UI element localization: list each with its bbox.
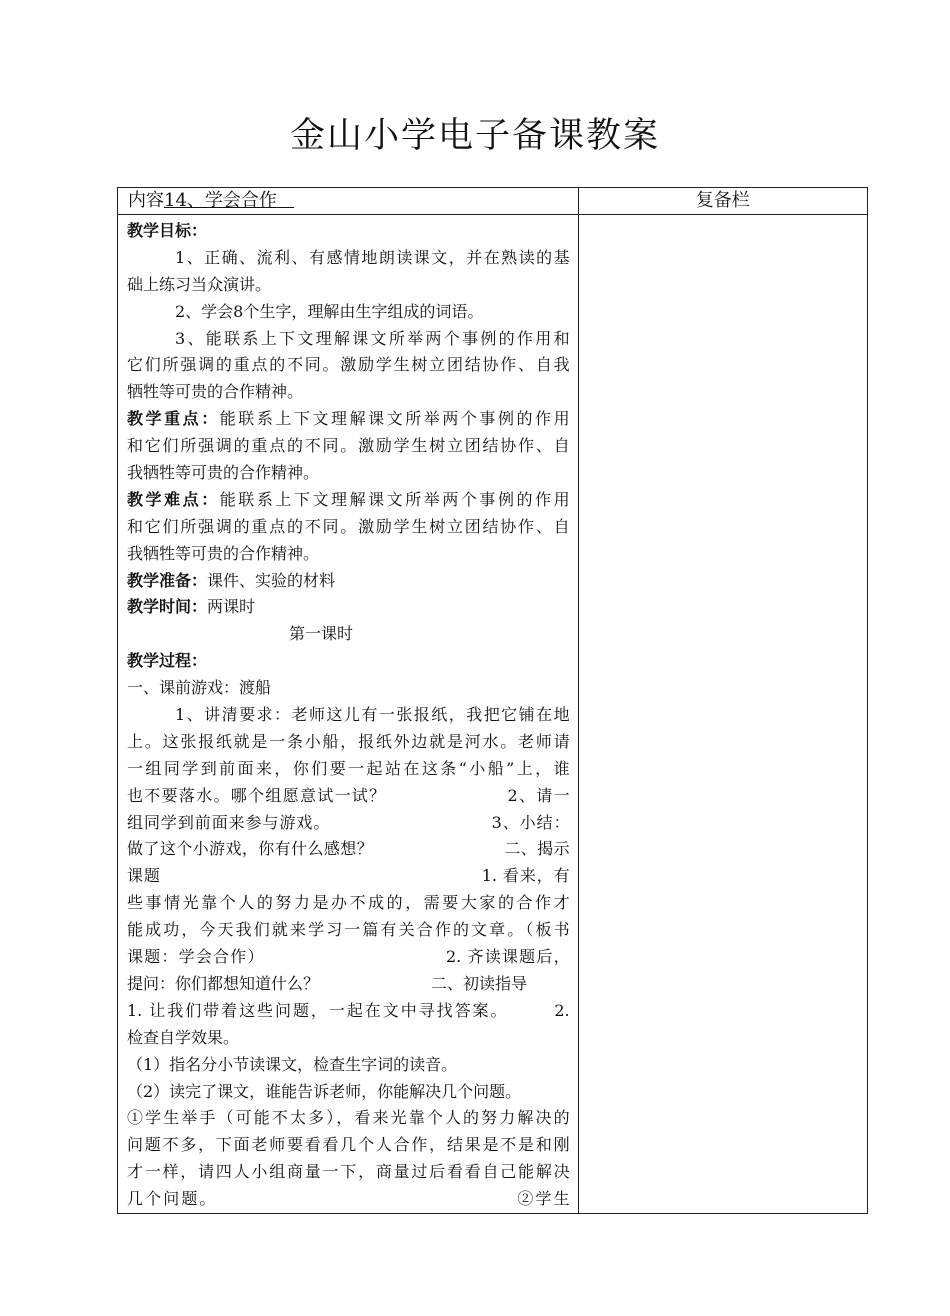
- text-line: [127, 1079, 570, 1106]
- review-column-header: 复备栏: [578, 188, 867, 215]
- bold-heading: 教学目标：: [127, 221, 208, 240]
- text-line: [127, 648, 570, 675]
- line-text: （1）指名分小节读课文，检查生字词的读音。: [127, 1054, 458, 1074]
- lesson-plan-table: [117, 187, 868, 1214]
- line-text: 3、能联系上下文理解课文所举两个事例的作用和: [175, 328, 570, 348]
- text-line: [127, 675, 570, 702]
- line-text: 两课时: [207, 597, 256, 617]
- text-line: [127, 1132, 570, 1159]
- line-text: ①学生举手（可能不太多），看来光靠个人的努力解决的: [127, 1108, 570, 1128]
- header-row: [118, 188, 868, 215]
- line-text: 提问：你们都想知道什么？ 二、初读指导: [127, 973, 528, 993]
- line-text: 能联系上下文理解课文所举两个事例的作用: [219, 489, 570, 509]
- bold-heading: 教学重点：: [127, 409, 220, 429]
- text-line: [127, 998, 570, 1025]
- lesson-text: [127, 218, 570, 1213]
- line-text: 课题：学会合作） 2. 齐读课题后，: [127, 947, 570, 967]
- line-text: 组同学到前面来参与游戏。 3、小结：: [127, 812, 570, 832]
- text-line: [127, 917, 570, 944]
- line-text: 第一课时: [289, 624, 354, 644]
- text-line: [127, 1159, 570, 1186]
- line-text: 它们所强调的重点的不同。激励学生树立团结协作、自我: [127, 355, 570, 375]
- page-title: 金山小学电子备课教案: [289, 116, 660, 156]
- line-text: 课题 1. 看来，有: [127, 866, 570, 886]
- text-line: [127, 810, 570, 837]
- text-line: [127, 245, 570, 272]
- text-line: [127, 568, 570, 595]
- text-line: [127, 487, 570, 514]
- line-text: 上。这张报纸就是一条小船，报纸外边就是河水。老师请: [127, 731, 570, 751]
- line-text: 1、讲清要求：老师这儿有一张报纸，我把它铺在地: [175, 705, 570, 725]
- line-text: 础上练习当众演讲。: [127, 274, 272, 294]
- text-line: [127, 1186, 570, 1213]
- text-line: [127, 218, 570, 245]
- bold-heading: 教学时间：: [127, 597, 208, 617]
- text-line: [127, 863, 570, 890]
- text-line: [127, 460, 570, 487]
- line-text: 和它们所强调的重点的不同。激励学生树立团结协作、自: [127, 516, 570, 536]
- line-text: 才一样，请四人小组商量一下，商量过后看看自己能解决: [127, 1162, 570, 1182]
- content-label: 内容: [128, 190, 164, 211]
- line-text: 检查自学效果。: [127, 1027, 240, 1047]
- text-line: [127, 433, 570, 460]
- text-line: [127, 944, 570, 971]
- text-line: [127, 836, 570, 863]
- bold-heading: 教学准备：: [127, 570, 208, 590]
- text-line: [127, 379, 570, 406]
- text-line: [127, 1105, 570, 1132]
- text-line: [127, 352, 570, 379]
- content-value: 14、学会合作: [164, 190, 277, 211]
- line-text: 1、正确、流利、有感情地朗读课文，并在熟读的基: [175, 247, 570, 267]
- bold-heading: 教学难点：: [127, 489, 220, 509]
- text-line: [127, 702, 570, 729]
- line-text: 些事情光靠个人的努力是办不成的，需要大家的合作才: [127, 893, 570, 913]
- line-text: 我牺牲等可贵的合作精神。: [127, 543, 320, 563]
- line-text: 能成功，今天我们就来学习一篇有关合作的文章。（板书: [127, 920, 570, 940]
- content-header-cell: [118, 188, 579, 215]
- line-text: 做了这个小游戏，你有什么感想？ 二、揭示: [127, 839, 570, 859]
- bold-heading: 教学过程：: [127, 651, 208, 671]
- text-line: [127, 272, 570, 299]
- text-line: [127, 783, 570, 810]
- line-text: 能联系上下文理解课文所举两个事例的作用: [219, 409, 570, 429]
- line-text: 一组同学到前面来，你们要一起站在这条“小船”上，谁: [127, 758, 570, 778]
- text-line: [127, 406, 570, 433]
- line-text: 一、课前游戏：渡船: [127, 678, 272, 698]
- text-line: [127, 299, 570, 326]
- review-notes-cell: [578, 215, 867, 1214]
- text-line: [127, 541, 570, 568]
- body-row: [118, 215, 868, 1214]
- line-text: 几个问题。 ②学生: [127, 1189, 570, 1209]
- line-text: （2）读完了课文，谁能告诉老师，你能解决几个问题。: [127, 1081, 522, 1101]
- line-text: 我牺牲等可贵的合作精神。: [127, 463, 320, 483]
- line-text: 也不要落水。哪个组愿意试一试？ 2、请一: [127, 785, 570, 805]
- line-text: 牺牲等可贵的合作精神。: [127, 382, 304, 402]
- line-text: 和它们所强调的重点的不同。激励学生树立团结协作、自: [127, 436, 570, 456]
- text-line: [127, 890, 570, 917]
- text-line: [127, 756, 570, 783]
- text-line: [127, 514, 570, 541]
- text-line: [127, 594, 570, 621]
- line-text: 1. 让我们带着这些问题，一起在文中寻找答案。 2.: [127, 1000, 570, 1020]
- lesson-content-cell: [118, 215, 579, 1214]
- text-line: [127, 326, 570, 353]
- line-text: 2、学会8个生字，理解由生字组成的词语。: [175, 301, 484, 321]
- text-line: [127, 1052, 570, 1079]
- line-text: 问题不多，下面老师要看看几个人合作，结果是不是和刚: [127, 1135, 570, 1155]
- text-line: [127, 621, 570, 648]
- text-line: [127, 971, 570, 998]
- text-line: [127, 729, 570, 756]
- line-text: 课件、实验的材料: [207, 570, 336, 590]
- text-line: [127, 1025, 570, 1052]
